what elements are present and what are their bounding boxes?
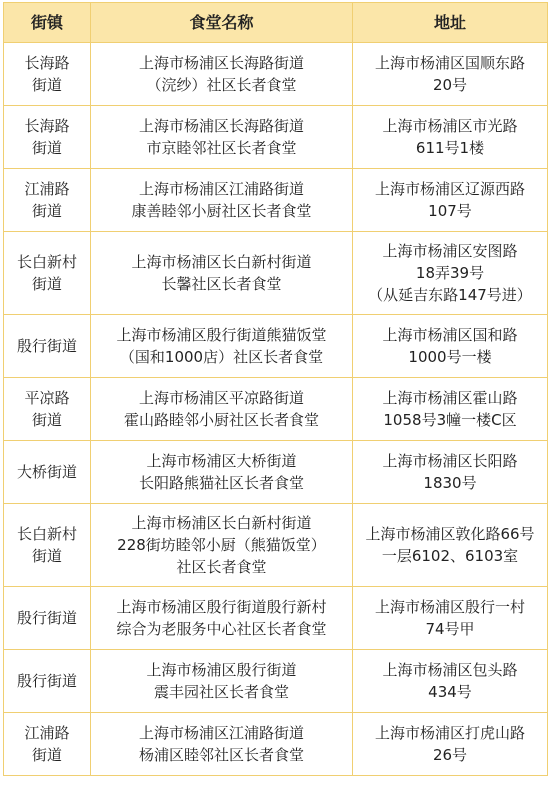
canteen-name-cell: 上海市杨浦区长海路街道 市京睦邻社区长者食堂 — [91, 106, 353, 169]
street-cell: 大桥街道 — [4, 441, 91, 504]
canteen-name-cell: 上海市杨浦区长白新村街道 228街坊睦邻小厨（熊猫饭堂） 社区长者食堂 — [91, 504, 353, 587]
address-cell: 上海市杨浦区国顺东路 20号 — [353, 43, 548, 106]
address-cell: 上海市杨浦区辽源西路 107号 — [353, 169, 548, 232]
address-cell: 上海市杨浦区殷行一村 74号甲 — [353, 587, 548, 650]
table-row — [4, 315, 548, 378]
street-cell: 长白新村 街道 — [4, 504, 91, 587]
address-cell: 上海市杨浦区打虎山路 26号 — [353, 713, 548, 776]
table-row — [4, 106, 548, 169]
street-cell: 江浦路 街道 — [4, 169, 91, 232]
table-row — [4, 169, 548, 232]
canteen-name-cell: 上海市杨浦区长白新村街道 长馨社区长者食堂 — [91, 232, 353, 315]
canteen-name-cell: 上海市杨浦区殷行街道 震丰园社区长者食堂 — [91, 650, 353, 713]
table-row — [4, 587, 548, 650]
street-cell: 长白新村 街道 — [4, 232, 91, 315]
canteen-name-cell: 上海市杨浦区江浦路街道 康善睦邻小厨社区长者食堂 — [91, 169, 353, 232]
table-row — [4, 713, 548, 776]
address-cell: 上海市杨浦区包头路 434号 — [353, 650, 548, 713]
street-cell: 长海路 街道 — [4, 43, 91, 106]
table-row — [4, 232, 548, 315]
header-address: 地址 — [353, 3, 548, 43]
canteen-table — [3, 2, 548, 776]
canteen-name-cell: 上海市杨浦区殷行街道殷行新村 综合为老服务中心社区长者食堂 — [91, 587, 353, 650]
canteen-name-cell: 上海市杨浦区长海路街道 （浣纱）社区长者食堂 — [91, 43, 353, 106]
address-cell: 上海市杨浦区长阳路 1830号 — [353, 441, 548, 504]
street-cell: 平凉路 街道 — [4, 378, 91, 441]
table-row — [4, 504, 548, 587]
header-street: 街镇 — [4, 3, 91, 43]
table-header-row — [4, 3, 548, 43]
street-cell: 殷行街道 — [4, 315, 91, 378]
address-cell: 上海市杨浦区市光路 611号1楼 — [353, 106, 548, 169]
header-canteen-name: 食堂名称 — [91, 3, 353, 43]
canteen-name-cell: 上海市杨浦区江浦路街道 杨浦区睦邻社区长者食堂 — [91, 713, 353, 776]
address-cell: 上海市杨浦区霍山路 1058号3幢一楼C区 — [353, 378, 548, 441]
street-cell: 长海路 街道 — [4, 106, 91, 169]
street-cell: 殷行街道 — [4, 650, 91, 713]
canteen-name-cell: 上海市杨浦区平凉路街道 霍山路睦邻小厨社区长者食堂 — [91, 378, 353, 441]
address-cell: 上海市杨浦区国和路 1000号一楼 — [353, 315, 548, 378]
street-cell: 江浦路 街道 — [4, 713, 91, 776]
table-row — [4, 650, 548, 713]
canteen-name-cell: 上海市杨浦区殷行街道熊猫饭堂 （国和1000店）社区长者食堂 — [91, 315, 353, 378]
canteen-name-cell: 上海市杨浦区大桥街道 长阳路熊猫社区长者食堂 — [91, 441, 353, 504]
table-row — [4, 441, 548, 504]
address-cell: 上海市杨浦区敦化路66号 一层6102、6103室 — [353, 504, 548, 587]
table-row — [4, 378, 548, 441]
table-row — [4, 43, 548, 106]
street-cell: 殷行街道 — [4, 587, 91, 650]
address-cell: 上海市杨浦区安图路 18弄39号 （从延吉东路147号进） — [353, 232, 548, 315]
